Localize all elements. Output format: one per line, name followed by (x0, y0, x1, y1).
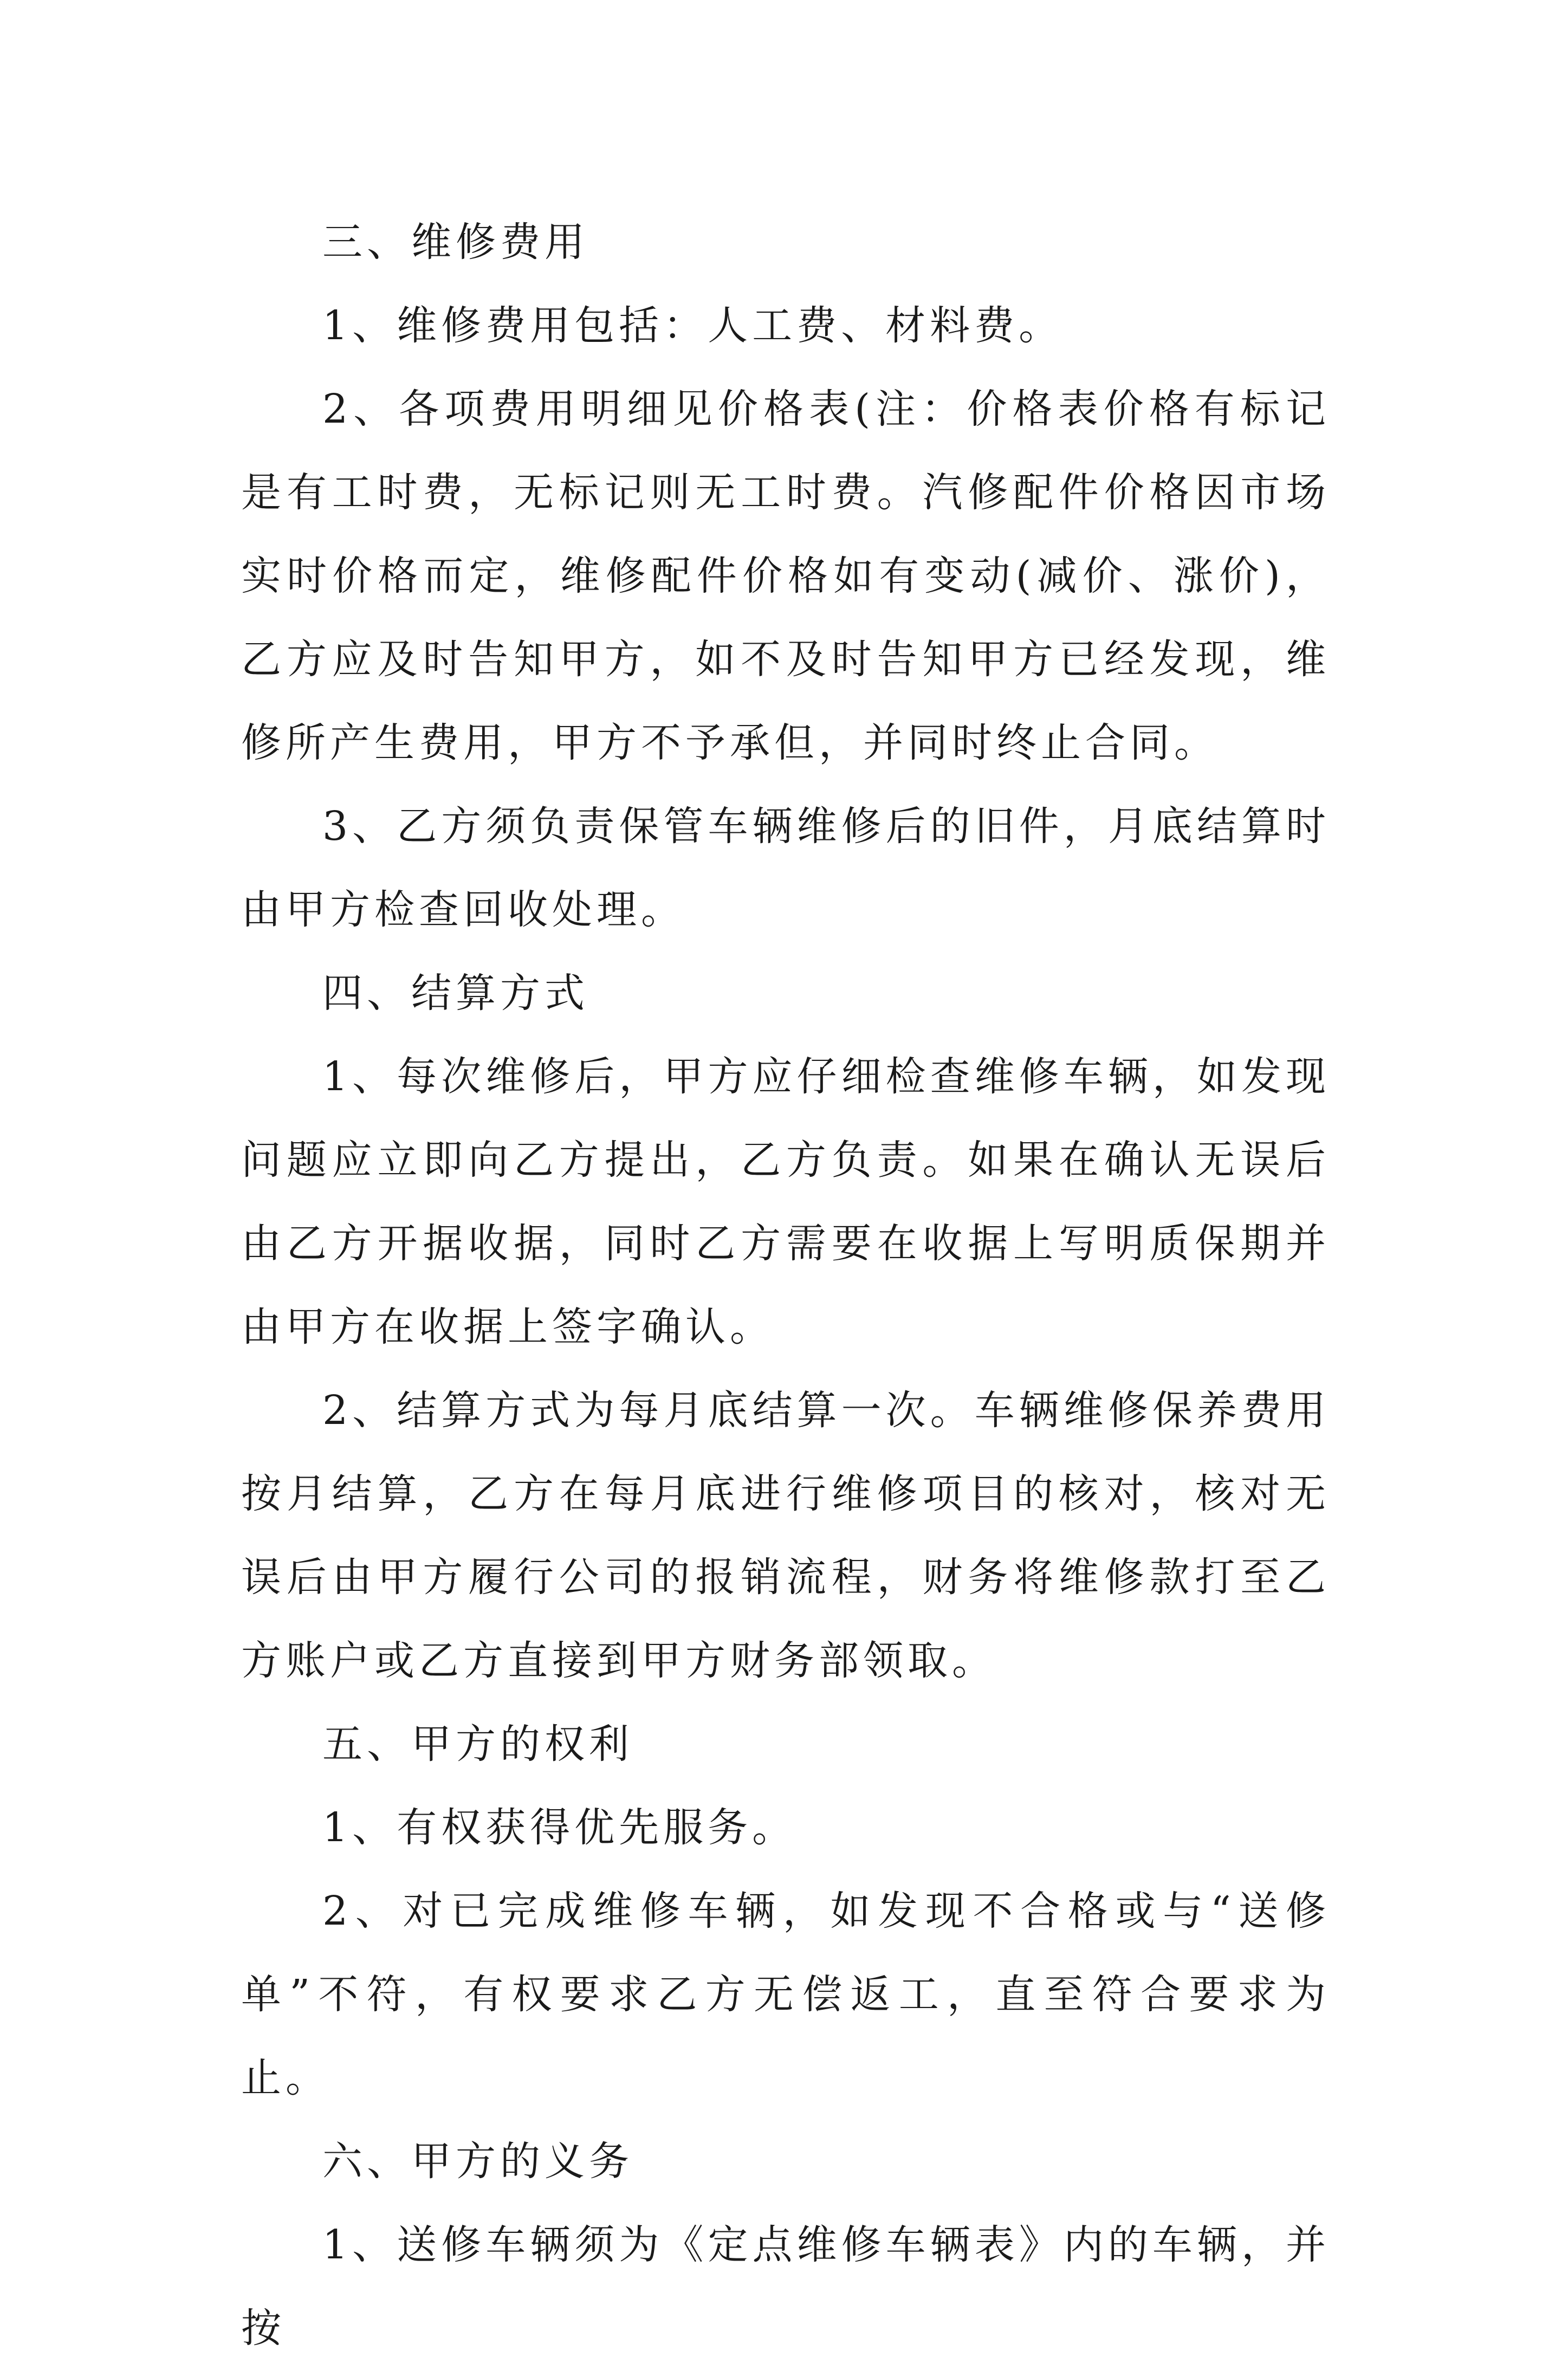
clause-4-1: 1、每次维修后，甲方应仔细检查维修车辆，如发现问题应立即向乙方提出，乙方负责。如果在确认无误后由乙方开据收据，同时乙方需要在收据上写明质保期并由甲方在收据上签字确认。 (241, 1053, 1330, 1350)
section-heading-party-a-rights: 五、甲方的权利 (322, 1721, 633, 1767)
clause-5-2: 2、对已完成维修车辆，如发现不合格或与“送修单”不符，有权要求乙方无偿返工，直至符合要求为止。 (241, 1888, 1330, 2101)
section-heading-repair-costs: 三、维修费用 (322, 219, 589, 266)
clause-6-1: 1、送修车辆须为《定点维修车辆表》内的车辆，并按 (241, 2222, 1330, 2352)
section-heading-party-a-obligations: 六、甲方的义务 (322, 2138, 633, 2185)
clause-3-2: 2、各项费用明细见价格表(注：价格表价格有标记是有工时费，无标记则无工时费。汽修配件价格因市场实时价格而定，维修配件价格如有变动(减价、涨价)，乙方应及时告知甲方，如不及时告知甲方已经发现，维修所产生费用，甲方不予承但，并同时终止合同。 (241, 386, 1330, 766)
section-heading-settlement: 四、结算方式 (322, 970, 589, 1016)
document-body (241, 200, 1330, 2370)
clause-3-1: 1、维修费用包括：人工费、材料费。 (322, 302, 1064, 349)
clause-4-2: 2、结算方式为每月底结算一次。车辆维修保养费用按月结算，乙方在每月底进行维修项目的核对，核对无误后由甲方履行公司的报销流程，财务将维修款打至乙方账户或乙方直接到甲方财务部领取。 (241, 1387, 1330, 1684)
clause-5-1: 1、有权获得优先服务。 (322, 1804, 797, 1851)
clause-3-3: 3、乙方须负责保管车辆维修后的旧件，月底结算时由甲方检查回收处理。 (241, 803, 1330, 933)
